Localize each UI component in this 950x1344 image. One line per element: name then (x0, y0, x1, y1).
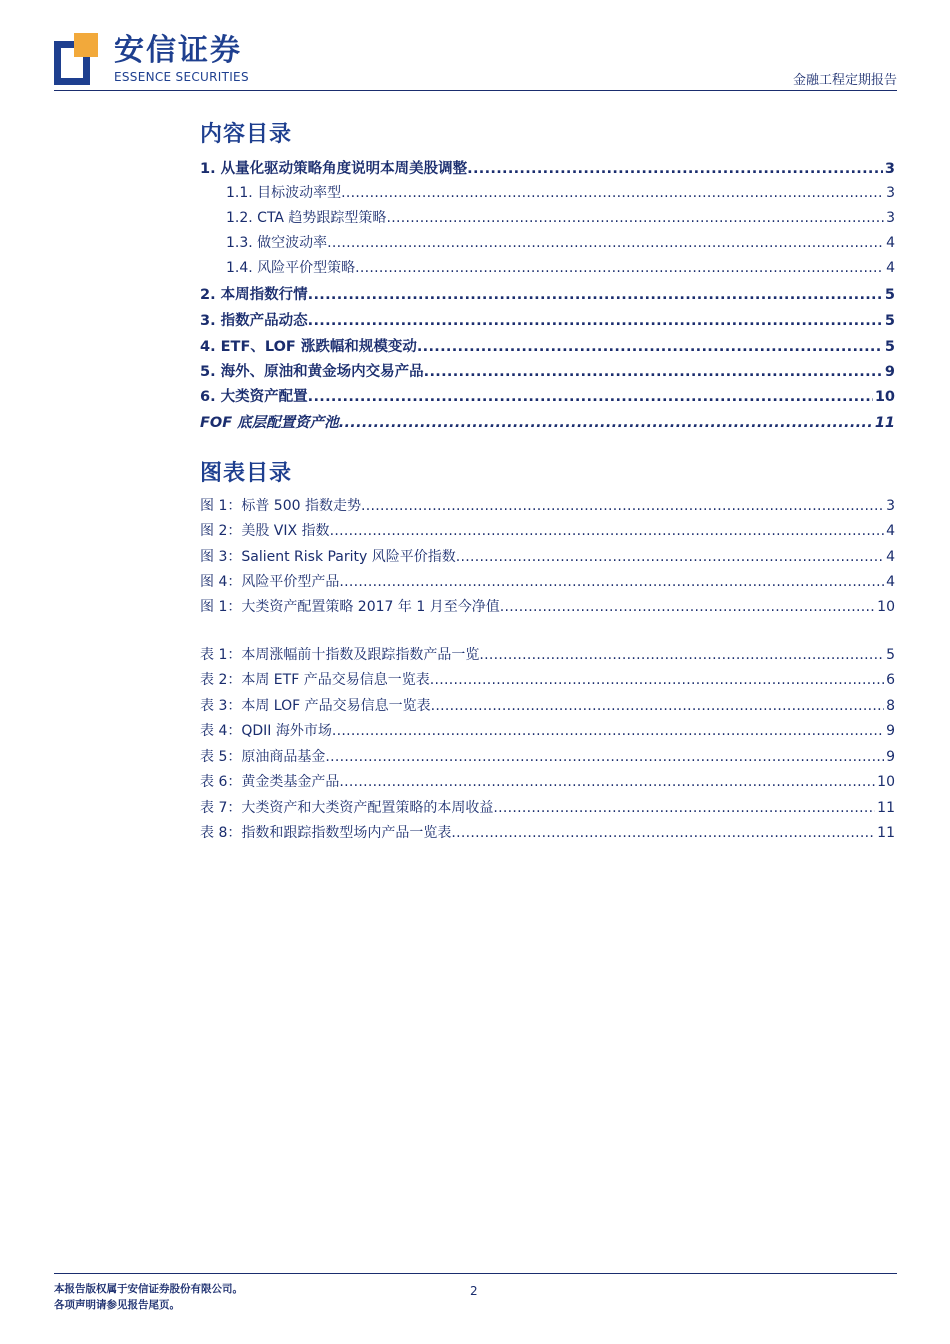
footer-disclaimer (54, 1281, 243, 1313)
toc-entry[interactable] (200, 157, 895, 179)
toc-leader-dots (424, 364, 883, 380)
table-entry-page: 11 (877, 825, 895, 841)
company-logo-icon (54, 33, 98, 85)
table-entry[interactable] (200, 720, 895, 742)
table-entry-page: 8 (886, 698, 895, 714)
toc-entry-label: FOF 底层配置资产池 (200, 415, 339, 431)
toc-entry[interactable] (200, 385, 895, 407)
toc-leader-dots (330, 523, 885, 539)
toc-entry-page: 4 (886, 260, 895, 276)
toc-leader-dots (339, 774, 875, 790)
toc-entry-label: 4. ETF、LOF 涨跌幅和规模变动 (200, 339, 417, 355)
table-entry-page: 5 (886, 647, 895, 663)
toc-entry[interactable] (200, 309, 895, 331)
table-entry-label: 表 6：黄金类基金产品 (200, 774, 340, 790)
toc-leader-dots (500, 599, 875, 615)
toc-entry-label: 1.4. 风险平价型策略 (226, 260, 356, 276)
table-entry-page: 9 (886, 723, 895, 739)
toc-leader-dots (417, 339, 883, 355)
toc-leader-dots (430, 672, 884, 688)
figure-entry[interactable] (200, 495, 895, 517)
figure-entry[interactable] (200, 546, 895, 568)
table-entry-label: 表 7：大类资产和大类资产配置策略的本周收益 (200, 800, 494, 816)
toc-leader-dots (308, 389, 873, 405)
toc-entry-label: 2. 本周指数行情 (200, 287, 308, 303)
toc-entry[interactable] (226, 207, 895, 229)
toc-entry-page: 4 (886, 235, 895, 251)
toc-entry[interactable] (226, 257, 895, 279)
page-header (54, 30, 897, 90)
toc-entry-label: 1.3. 做空波动率 (226, 235, 328, 251)
toc-entry-label: 5. 海外、原油和黄金场内交易产品 (200, 364, 424, 380)
toc-entry-page: 5 (884, 287, 895, 303)
toc-leader-dots (327, 235, 884, 251)
toc-entry-label: 3. 指数产品动态 (200, 313, 308, 329)
figure-entry-label: 图 3：Salient Risk Parity 风险平价指数 (200, 549, 456, 565)
figure-entry-page: 4 (886, 523, 895, 539)
table-entry[interactable] (200, 644, 895, 666)
toc-entry-label: 1.1. 目标波动率型 (226, 185, 342, 201)
table-entry-page: 6 (886, 672, 895, 688)
toc-leader-dots (451, 825, 875, 841)
toc-entry-page: 11 (874, 415, 895, 431)
toc-leader-dots (386, 210, 884, 226)
toc-leader-dots (493, 800, 875, 816)
toc-leader-dots (431, 698, 884, 714)
footer-copyright: 本报告版权属于安信证券股份有限公司。 (54, 1283, 243, 1295)
toc-leader-dots (341, 185, 884, 201)
table-entry[interactable] (200, 797, 895, 819)
table-entry[interactable] (200, 771, 895, 793)
toc-entry[interactable] (200, 283, 895, 305)
toc-leader-dots (355, 260, 884, 276)
toc-leader-dots (339, 415, 873, 431)
company-name-cn: 安信证券 (114, 33, 242, 68)
footer-statement-note: 各项声明请参见报告尾页。 (54, 1299, 180, 1311)
figure-entry-label: 图 1：标普 500 指数走势 (200, 498, 361, 514)
toc-entry[interactable] (200, 360, 895, 382)
toc-leader-dots (479, 647, 884, 663)
toc-entry-page: 10 (874, 389, 895, 405)
toc-entry-page: 3 (884, 161, 895, 177)
figure-entry-page: 4 (886, 549, 895, 565)
table-entry-label: 表 2：本周 ETF 产品交易信息一览表 (200, 672, 430, 688)
toc-leader-dots (325, 749, 884, 765)
figure-entry[interactable] (200, 596, 895, 618)
company-name-en: ESSENCE SECURITIES (114, 70, 249, 84)
toc-entry-page: 5 (884, 313, 895, 329)
header-divider (54, 90, 897, 91)
toc-leader-dots (308, 287, 883, 303)
table-entry-label: 表 3：本周 LOF 产品交易信息一览表 (200, 698, 431, 714)
toc-entry-page: 9 (884, 364, 895, 380)
figure-entry[interactable] (200, 571, 895, 593)
figure-entry-label: 图 4：风险平价型产品 (200, 574, 340, 590)
table-entry[interactable] (200, 669, 895, 691)
toc-entry-label: 1. 从量化驱动策略角度说明本周美股调整 (200, 161, 468, 177)
toc-entry-page: 3 (886, 210, 895, 226)
toc-entry[interactable] (200, 335, 895, 357)
toc-entry[interactable] (226, 182, 895, 204)
table-entry-label: 表 8：指数和跟踪指数型场内产品一览表 (200, 825, 452, 841)
toc-leader-dots (308, 313, 883, 329)
toc-leader-dots (456, 549, 884, 565)
figure-entry-label: 图 2：美股 VIX 指数 (200, 523, 330, 539)
table-entry-page: 11 (877, 800, 895, 816)
table-entry-label: 表 4：QDII 海外市场 (200, 723, 332, 739)
figure-list-title: 图表目录 (200, 460, 293, 486)
toc-leader-dots (467, 161, 883, 177)
toc-title: 内容目录 (200, 121, 293, 147)
footer-divider (54, 1273, 897, 1274)
table-entry-label: 表 5：原油商品基金 (200, 749, 326, 765)
page-number: 2 (470, 1284, 478, 1298)
toc-leader-dots (361, 498, 884, 514)
table-entry-page: 9 (886, 749, 895, 765)
toc-entry[interactable] (200, 411, 895, 433)
figure-entry[interactable] (200, 520, 895, 542)
table-entry[interactable] (200, 746, 895, 768)
toc-entry-page: 3 (886, 185, 895, 201)
table-entry-label: 表 1：本周涨幅前十指数及跟踪指数产品一览 (200, 647, 480, 663)
toc-entry-label: 1.2. CTA 趋势跟踪型策略 (226, 210, 387, 226)
toc-entry[interactable] (226, 232, 895, 254)
toc-leader-dots (339, 574, 884, 590)
figure-entry-label: 图 1：大类资产配置策略 2017 年 1 月至今净值 (200, 599, 500, 615)
toc-entry-page: 5 (884, 339, 895, 355)
figure-entry-page: 3 (886, 498, 895, 514)
toc-leader-dots (332, 723, 884, 739)
figure-entry-page: 4 (886, 574, 895, 590)
toc-entry-label: 6. 大类资产配置 (200, 389, 308, 405)
table-entry[interactable] (200, 822, 895, 844)
report-type: 金融工程定期报告 (792, 73, 897, 88)
figure-entry-page: 10 (877, 599, 895, 615)
table-entry-page: 10 (877, 774, 895, 790)
table-entry[interactable] (200, 695, 895, 717)
